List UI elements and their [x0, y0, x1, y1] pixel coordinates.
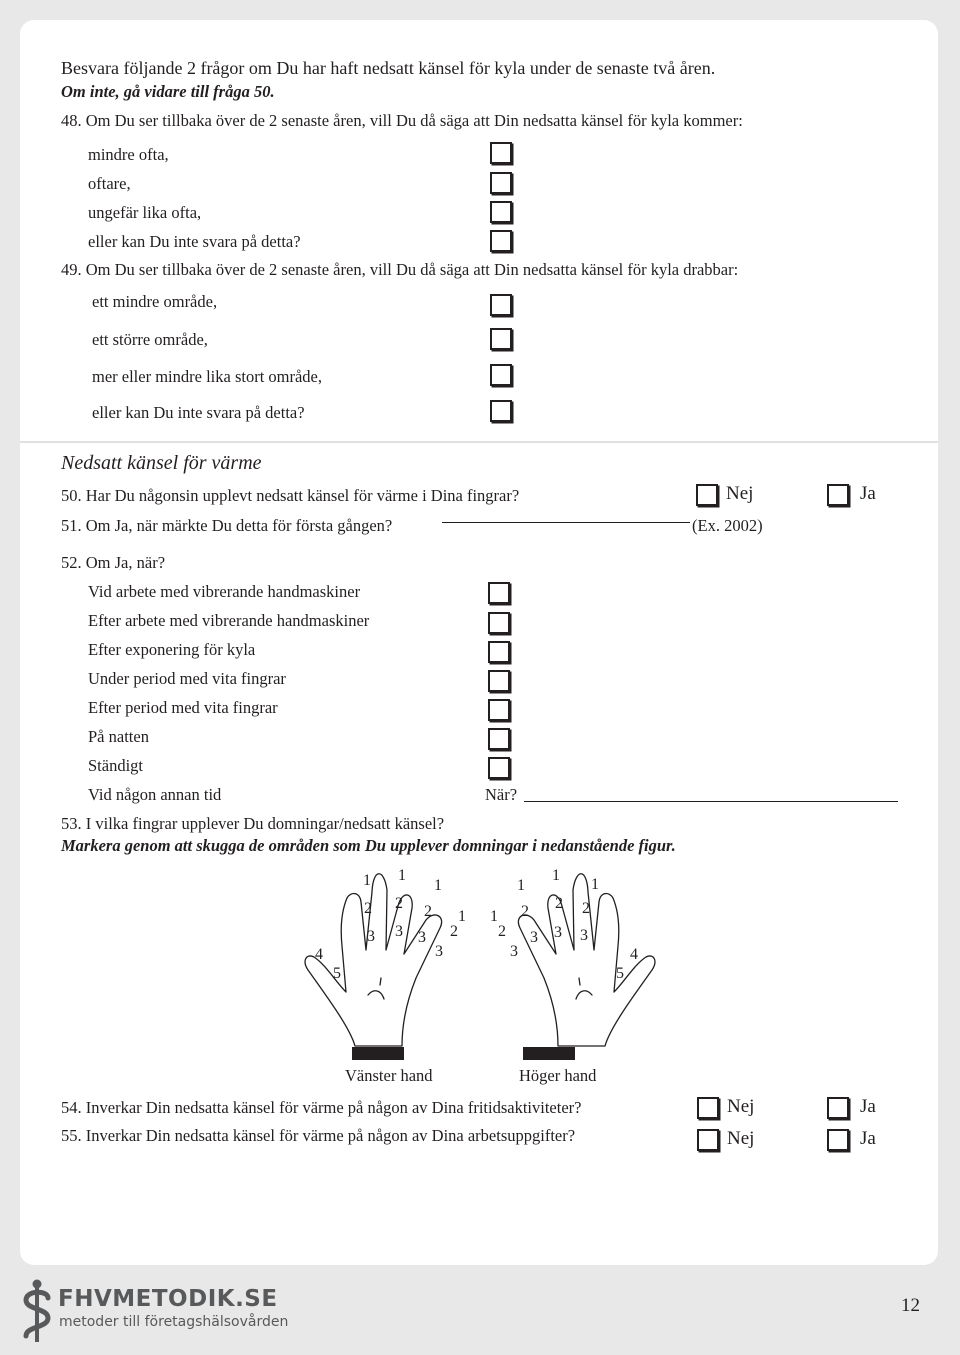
zone-label: 2: [450, 923, 458, 940]
q52-when-answer-line[interactable]: [524, 801, 898, 802]
q49-checkbox[interactable]: [490, 294, 512, 316]
left-hand-outline: [305, 874, 442, 1046]
zone-label: 2: [395, 895, 403, 912]
q54-no-checkbox[interactable]: [697, 1097, 719, 1119]
q52-checkbox[interactable]: [488, 582, 510, 604]
q52-option-label: Efter exponering för kyla: [88, 640, 256, 659]
zone-label: 2: [498, 923, 506, 940]
q48-option-label: ungefär lika ofta,: [88, 203, 202, 222]
q54-yes-checkbox[interactable]: [827, 1097, 849, 1119]
footer-brand: FHVMETODIK.SE: [58, 1286, 278, 1312]
intro-text: Besvara följande 2 frågor om Du har haft nedsatt känsel för kyla under de senaste två åren.: [61, 58, 716, 78]
page-number: 12: [901, 1295, 920, 1316]
q48-text: 48. Om Du ser tillbaka över de 2 senaste åren, vill Du då säga att Din nedsatta känsel för kyla kommer:: [61, 111, 743, 130]
left-hand-wrist-band: [352, 1047, 404, 1060]
footer-tagline: metoder till företagshälsovården: [59, 1314, 289, 1330]
zone-label: 1: [434, 877, 442, 894]
q55-yes-label: Ja: [860, 1128, 876, 1149]
q53-instruction: Markera genom att skugga de områden som Du upplever domningar i nedanstående figur.: [61, 836, 676, 855]
q50-yes-label: Ja: [860, 483, 876, 504]
q51-text: 51. Om Ja, när märkte Du detta för första gången?: [61, 516, 393, 535]
q52-text: 52. Om Ja, när?: [61, 553, 166, 572]
zone-label: 3: [510, 943, 518, 960]
q48-option-label: eller kan Du inte svara på detta?: [88, 232, 301, 251]
zone-label: 3: [580, 927, 588, 944]
q52-option-label: Efter arbete med vibrerande handmaskiner: [88, 611, 370, 630]
zone-label: 3: [435, 943, 443, 960]
zone-label: 1: [458, 908, 466, 925]
q52-checkbox[interactable]: [488, 641, 510, 663]
footer: [0, 1270, 960, 1355]
q55-no-label: Nej: [727, 1128, 755, 1149]
q52-checkbox[interactable]: [488, 670, 510, 692]
q50-text: 50. Har Du någonsin upplevt nedsatt känsel för värme i Dina fingrar?: [61, 486, 520, 505]
q49-option-label: mer eller mindre lika stort område,: [92, 367, 323, 386]
zone-label: 1: [490, 908, 498, 925]
zone-label: 5: [333, 965, 341, 982]
section-divider: [20, 441, 938, 443]
q49-option-label: ett större område,: [92, 330, 208, 349]
left-hand-label: Vänster hand: [345, 1066, 433, 1085]
q52-checkbox[interactable]: [488, 728, 510, 750]
q49-checkbox[interactable]: [490, 400, 512, 422]
q52-checkbox[interactable]: [488, 612, 510, 634]
q52-option-label: På natten: [88, 727, 149, 746]
q52-option-label: Efter period med vita fingrar: [88, 698, 278, 717]
q52-checkbox[interactable]: [488, 699, 510, 721]
q48-checkbox[interactable]: [490, 142, 512, 164]
intro-instruction: Om inte, gå vidare till fråga 50.: [61, 82, 275, 101]
caduceus-logo-icon: [20, 1278, 54, 1348]
hands-figure[interactable]: [280, 858, 680, 1090]
q55-text: 55. Inverkar Din nedsatta känsel för värme på någon av Dina arbetsuppgifter?: [61, 1126, 576, 1145]
q48-checkbox[interactable]: [490, 230, 512, 252]
zone-label: 3: [554, 924, 562, 941]
zone-label: 2: [364, 900, 372, 917]
zone-label: 1: [591, 876, 599, 893]
q52-checkbox[interactable]: [488, 757, 510, 779]
q54-yes-label: Ja: [860, 1096, 876, 1117]
right-hand-label: Höger hand: [519, 1066, 597, 1085]
q48-checkbox[interactable]: [490, 201, 512, 223]
q55-yes-checkbox[interactable]: [827, 1129, 849, 1151]
q52-option-label: Vid någon annan tid: [88, 785, 222, 804]
q48-option-label: mindre ofta,: [88, 145, 169, 164]
zone-label: 1: [398, 867, 406, 884]
q49-checkbox[interactable]: [490, 328, 512, 350]
q49-text: 49. Om Du ser tillbaka över de 2 senaste åren, vill Du då säga att Din nedsatta känsel för kyla drabbar:: [61, 260, 739, 279]
q52-when-label: När?: [485, 785, 518, 804]
q48-option-label: oftare,: [88, 174, 131, 193]
q49-option-label: ett mindre område,: [92, 292, 218, 311]
q55-no-checkbox[interactable]: [697, 1129, 719, 1151]
zone-label: 1: [363, 872, 371, 889]
zone-label: 1: [552, 867, 560, 884]
section-title: Nedsatt känsel för värme: [61, 452, 262, 474]
zone-label: 3: [530, 929, 538, 946]
zone-label: 2: [582, 900, 590, 917]
zone-label: 4: [315, 946, 323, 963]
zone-label: 1: [517, 877, 525, 894]
zone-label: 4: [630, 946, 638, 963]
q51-answer-line[interactable]: [442, 522, 690, 523]
q50-no-label: Nej: [726, 483, 754, 504]
zone-label: 2: [521, 903, 529, 920]
zone-label: 3: [418, 929, 426, 946]
q52-option-label: Vid arbete med vibrerande handmaskiner: [88, 582, 361, 601]
zone-label: 2: [555, 895, 563, 912]
zone-label: 3: [395, 923, 403, 940]
zone-label: 5: [616, 965, 624, 982]
zone-label: 3: [367, 928, 375, 945]
q48-checkbox[interactable]: [490, 172, 512, 194]
q52-option-label: Ständigt: [88, 756, 144, 775]
q49-checkbox[interactable]: [490, 364, 512, 386]
q52-option-label: Under period med vita fingrar: [88, 669, 286, 688]
q53-text: 53. I vilka fingrar upplever Du domningar/nedsatt känsel?: [61, 814, 445, 833]
q50-no-checkbox[interactable]: [696, 484, 718, 506]
q54-text: 54. Inverkar Din nedsatta känsel för värme på någon av Dina fritidsaktiviteter?: [61, 1098, 582, 1117]
zone-label: 2: [424, 903, 432, 920]
q50-yes-checkbox[interactable]: [827, 484, 849, 506]
right-hand-wrist-band: [523, 1047, 575, 1060]
q51-example: (Ex. 2002): [692, 516, 763, 535]
q54-no-label: Nej: [727, 1096, 755, 1117]
q49-option-label: eller kan Du inte svara på detta?: [92, 403, 305, 422]
